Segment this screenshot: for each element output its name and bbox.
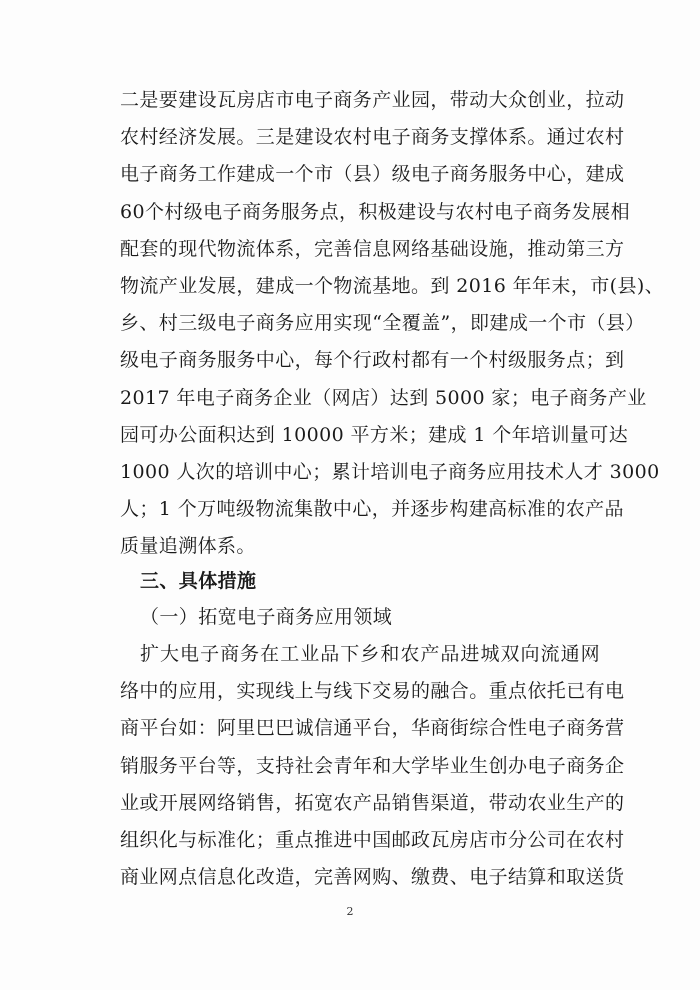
text-line: 农村经济发展。三是建设农村电子商务支撑体系。通过农村	[120, 126, 625, 149]
text-line: 2017 年电子商务企业（网店）达到 5000 家；电子商务产业	[120, 386, 647, 409]
section-heading: 三、具体措施	[140, 570, 257, 592]
paragraph-goals	[120, 82, 665, 565]
text-line: 配套的现代物流体系，完善信息网络基础设施，推动第三方	[120, 237, 625, 260]
paragraph-measures	[120, 636, 625, 896]
text-line: 销服务平台等，支持社会青年和大学毕业生创办电子商务企	[120, 754, 625, 777]
subsection-heading: （一）拓宽电子商务应用领域	[140, 606, 393, 628]
text-line: 物流产业发展，建成一个物流基地。到 2016 年年末，市(县)、	[120, 274, 665, 297]
text-line: 级电子商务服务中心，每个行政村都有一个村级服务点；到	[120, 349, 625, 372]
text-line: 乡、村三级电子商务应用实现“全覆盖”，即建成一个市（县）	[120, 312, 645, 335]
text-line: 园可办公面积达到 10000 平方米；建成 1 个年培训量可达	[120, 423, 629, 446]
text-line: 组织化与标准化；重点推进中国邮政瓦房店市分公司在农村	[120, 828, 625, 851]
text-line: 络中的应用，实现线上与线下交易的融合。重点依托已有电	[120, 680, 625, 703]
text-line: 人；1 个万吨级物流集散中心，并逐步构建高标准的农产品	[120, 498, 624, 521]
text-line: 二是要建设瓦房店市电子商务产业园，带动大众创业，拉动	[120, 89, 625, 111]
text-line: 商平台如：阿里巴巴诚信通平台，华商街综合性电子商务营	[120, 717, 625, 740]
page-number: 2	[346, 905, 354, 918]
text-line: 业或开展网络销售，拓宽农产品销售渠道，带动农业生产的	[120, 791, 625, 814]
text-line: 60个村级电子商务服务点，积极建设与农村电子商务发展相	[120, 200, 630, 223]
text-line: 电子商务工作建成一个市（县）级电子商务服务中心，建成	[120, 163, 625, 186]
text-line: 扩大电子商务在工业品下乡和农产品进城双向流通网	[140, 643, 600, 665]
text-line: 1000 人次的培训中心；累计培训电子商务应用技术人才 3000	[120, 460, 660, 483]
text-line: 质量追溯体系。	[120, 535, 256, 558]
text-line: 商业网点信息化改造，完善网购、缴费、电子结算和取送货	[120, 866, 625, 889]
